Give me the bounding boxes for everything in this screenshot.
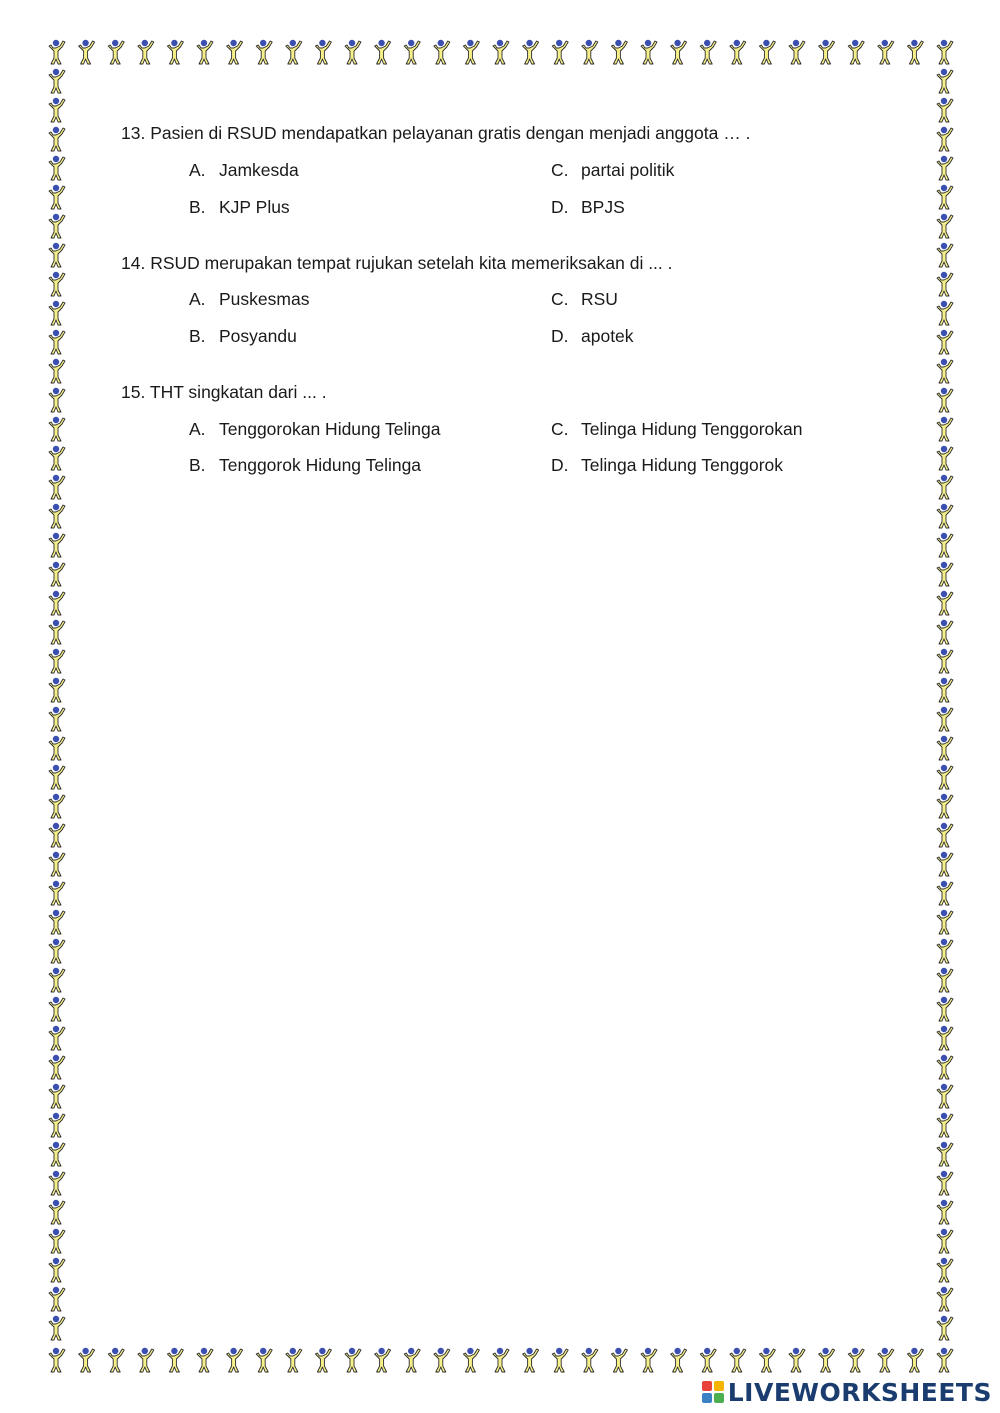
cheering-person-icon (49, 1084, 65, 1108)
cheering-person-icon (49, 475, 65, 499)
cheering-person-icon (197, 40, 213, 64)
cheering-person-icon (789, 40, 805, 64)
liveworksheets-logo-icon (702, 1381, 724, 1403)
cheering-person-icon (937, 69, 953, 93)
cheering-person-icon (79, 40, 95, 64)
option-letter: B. (189, 326, 206, 346)
cheering-person-icon (49, 707, 65, 731)
option-b[interactable] (189, 325, 297, 347)
cheering-person-icon (108, 40, 124, 64)
cheering-person-icon (848, 1348, 864, 1372)
cheering-person-icon (49, 968, 65, 992)
cheering-person-icon (937, 214, 953, 238)
cheering-person-icon (937, 504, 953, 528)
cheering-person-icon (49, 504, 65, 528)
cheering-person-icon (49, 69, 65, 93)
cheering-person-icon (937, 388, 953, 412)
cheering-person-icon (49, 1113, 65, 1137)
cheering-person-icon (552, 40, 568, 64)
cheering-person-icon (49, 272, 65, 296)
cheering-person-icon (49, 678, 65, 702)
cheering-person-icon (582, 40, 598, 64)
cheering-person-icon (49, 1026, 65, 1050)
cheering-person-icon (49, 1055, 65, 1079)
cheering-person-icon (937, 1229, 953, 1253)
option-text: Puskesmas (219, 289, 310, 309)
cheering-person-icon (671, 40, 687, 64)
cheering-person-icon (937, 330, 953, 354)
cheering-person-icon (937, 620, 953, 644)
cheering-person-icon (523, 1348, 539, 1372)
cheering-person-icon (937, 272, 953, 296)
cheering-person-icon (49, 823, 65, 847)
option-text: apotek (581, 326, 634, 346)
option-c[interactable] (551, 418, 803, 440)
cheering-person-icon (138, 40, 154, 64)
cheering-person-icon (49, 1142, 65, 1166)
cheering-person-icon (256, 1348, 272, 1372)
option-letter: A. (189, 419, 206, 439)
cheering-person-icon (49, 1171, 65, 1195)
option-text: Telinga Hidung Tenggorokan (581, 419, 803, 439)
cheering-person-icon (79, 1348, 95, 1372)
cheering-person-icon (937, 533, 953, 557)
cheering-person-icon (552, 1348, 568, 1372)
cheering-person-icon (197, 1348, 213, 1372)
cheering-person-icon (819, 40, 835, 64)
cheering-person-icon (937, 1348, 953, 1372)
cheering-person-icon (108, 1348, 124, 1372)
cheering-person-icon (937, 997, 953, 1021)
cheering-person-icon (937, 1055, 953, 1079)
cheering-person-icon (49, 214, 65, 238)
cheering-person-icon (759, 40, 775, 64)
question-text: 14. RSUD merupakan tempat rujukan setelah kita memeriksakan di ... . (121, 253, 673, 273)
cheering-person-icon (49, 301, 65, 325)
cheering-person-icon (759, 1348, 775, 1372)
cheering-person-icon (937, 852, 953, 876)
cheering-person-icon (49, 446, 65, 470)
cheering-person-icon (49, 997, 65, 1021)
cheering-person-icon (227, 1348, 243, 1372)
question-text: 13. Pasien di RSUD mendapatkan pelayanan gratis dengan menjadi anggota … . (121, 123, 751, 143)
cheering-person-icon (49, 1200, 65, 1224)
option-text: KJP Plus (219, 197, 290, 217)
cheering-person-icon (434, 40, 450, 64)
cheering-person-icon (937, 1287, 953, 1311)
cheering-person-icon (937, 562, 953, 586)
cheering-person-icon (582, 1348, 598, 1372)
cheering-person-icon (937, 98, 953, 122)
option-text: BPJS (581, 197, 625, 217)
cheering-person-icon (937, 765, 953, 789)
cheering-person-icon (730, 40, 746, 64)
option-a[interactable] (189, 159, 299, 181)
option-a[interactable] (189, 288, 309, 310)
cheering-person-icon (49, 417, 65, 441)
cheering-person-icon (49, 1316, 65, 1340)
cheering-person-icon (937, 939, 953, 963)
cheering-person-icon (937, 1171, 953, 1195)
cheering-person-icon (49, 156, 65, 180)
cheering-person-icon (907, 1348, 923, 1372)
cheering-person-icon (315, 1348, 331, 1372)
cheering-person-icon (49, 185, 65, 209)
liveworksheets-brand[interactable] (702, 1377, 992, 1407)
cheering-person-icon (937, 417, 953, 441)
cheering-person-icon (611, 1348, 627, 1372)
cheering-person-icon (937, 678, 953, 702)
cheering-person-icon (49, 243, 65, 267)
option-letter: C. (551, 289, 569, 309)
option-letter: C. (551, 419, 569, 439)
cheering-person-icon (49, 881, 65, 905)
option-text: RSU (581, 289, 618, 309)
cheering-person-icon (937, 1200, 953, 1224)
cheering-person-icon (819, 1348, 835, 1372)
cheering-person-icon (286, 40, 302, 64)
option-d[interactable] (551, 454, 783, 476)
cheering-person-icon (49, 127, 65, 151)
cheering-person-icon (49, 388, 65, 412)
cheering-person-icon (907, 40, 923, 64)
cheering-person-icon (463, 1348, 479, 1372)
cheering-person-icon (700, 40, 716, 64)
cheering-person-icon (49, 40, 65, 64)
cheering-person-icon (375, 1348, 391, 1372)
cheering-person-icon (167, 1348, 183, 1372)
option-b[interactable] (189, 196, 290, 218)
cheering-person-icon (937, 1084, 953, 1108)
option-letter: A. (189, 289, 206, 309)
cheering-person-icon (878, 1348, 894, 1372)
cheering-person-icon (700, 1348, 716, 1372)
cheering-person-icon (434, 1348, 450, 1372)
cheering-person-icon (49, 359, 65, 383)
cheering-person-icon (49, 1258, 65, 1282)
option-letter: A. (189, 160, 206, 180)
cheering-person-icon (49, 591, 65, 615)
question-text: 15. THT singkatan dari ... . (121, 382, 327, 402)
cheering-person-icon (730, 1348, 746, 1372)
cheering-person-icon (493, 1348, 509, 1372)
cheering-person-icon (49, 98, 65, 122)
cheering-person-icon (49, 562, 65, 586)
cheering-person-icon (611, 40, 627, 64)
cheering-person-icon (937, 359, 953, 383)
option-letter: D. (551, 455, 569, 475)
cheering-person-icon (789, 1348, 805, 1372)
option-letter: B. (189, 197, 206, 217)
cheering-person-icon (49, 794, 65, 818)
cheering-person-icon (937, 1026, 953, 1050)
cheering-person-icon (49, 1287, 65, 1311)
cheering-person-icon (463, 40, 479, 64)
cheering-person-icon (315, 40, 331, 64)
cheering-person-icon (493, 40, 509, 64)
cheering-person-icon (404, 1348, 420, 1372)
option-text: Posyandu (219, 326, 297, 346)
option-text: Tenggorokan Hidung Telinga (219, 419, 441, 439)
cheering-person-icon (641, 1348, 657, 1372)
option-text: Jamkesda (219, 160, 299, 180)
brand-text: LIVEWORKSHEETS (727, 1377, 992, 1407)
cheering-person-icon (345, 40, 361, 64)
cheering-person-icon (937, 881, 953, 905)
cheering-person-icon (937, 649, 953, 673)
cheering-person-icon (256, 40, 272, 64)
option-text: partai politik (581, 160, 675, 180)
cheering-person-icon (937, 475, 953, 499)
cheering-person-icon (49, 939, 65, 963)
option-d[interactable] (551, 196, 625, 218)
cheering-person-icon (375, 40, 391, 64)
cheering-person-icon (49, 910, 65, 934)
cheering-person-icon (49, 649, 65, 673)
cheering-person-icon (49, 330, 65, 354)
option-c[interactable] (551, 288, 618, 310)
option-text: Telinga Hidung Tenggorok (581, 455, 784, 475)
cheering-person-icon (49, 736, 65, 760)
cheering-person-icon (937, 1258, 953, 1282)
cheering-person-icon (49, 765, 65, 789)
cheering-person-icon (937, 968, 953, 992)
cheering-person-icon (138, 1348, 154, 1372)
cheering-person-icon (937, 1142, 953, 1166)
cheering-person-icon (937, 707, 953, 731)
cheering-person-icon (49, 533, 65, 557)
option-letter: D. (551, 326, 569, 346)
option-d[interactable] (551, 325, 634, 347)
cheering-person-icon (167, 40, 183, 64)
cheering-person-icon (49, 1348, 65, 1372)
cheering-person-icon (878, 40, 894, 64)
cheering-person-icon (286, 1348, 302, 1372)
cheering-person-icon (937, 823, 953, 847)
option-letter: D. (551, 197, 569, 217)
option-letter: B. (189, 455, 206, 475)
cheering-person-icon (227, 40, 243, 64)
cheering-person-icon (49, 620, 65, 644)
cheering-person-icon (937, 794, 953, 818)
option-letter: C. (551, 160, 569, 180)
cheering-person-icon (937, 40, 953, 64)
cheering-person-icon (671, 1348, 687, 1372)
cheering-person-icon (345, 1348, 361, 1372)
cheering-person-icon (49, 1229, 65, 1253)
cheering-person-icon (937, 185, 953, 209)
option-b[interactable] (189, 454, 421, 476)
cheering-person-icon (848, 40, 864, 64)
cheering-person-icon (641, 40, 657, 64)
cheering-person-icon (937, 156, 953, 180)
cheering-person-icon (937, 243, 953, 267)
cheering-person-icon (937, 301, 953, 325)
cheering-person-icon (937, 591, 953, 615)
cheering-person-icon (937, 910, 953, 934)
cheering-person-icon (49, 852, 65, 876)
cheering-person-icon (937, 1316, 953, 1340)
cheering-person-icon (937, 446, 953, 470)
cheering-person-icon (404, 40, 420, 64)
option-a[interactable] (189, 418, 441, 440)
cheering-person-icon (937, 1113, 953, 1137)
cheering-person-icon (937, 736, 953, 760)
option-c[interactable] (551, 159, 674, 181)
cheering-person-icon (937, 127, 953, 151)
option-text: Tenggorok Hidung Telinga (219, 455, 422, 475)
cheering-person-icon (523, 40, 539, 64)
